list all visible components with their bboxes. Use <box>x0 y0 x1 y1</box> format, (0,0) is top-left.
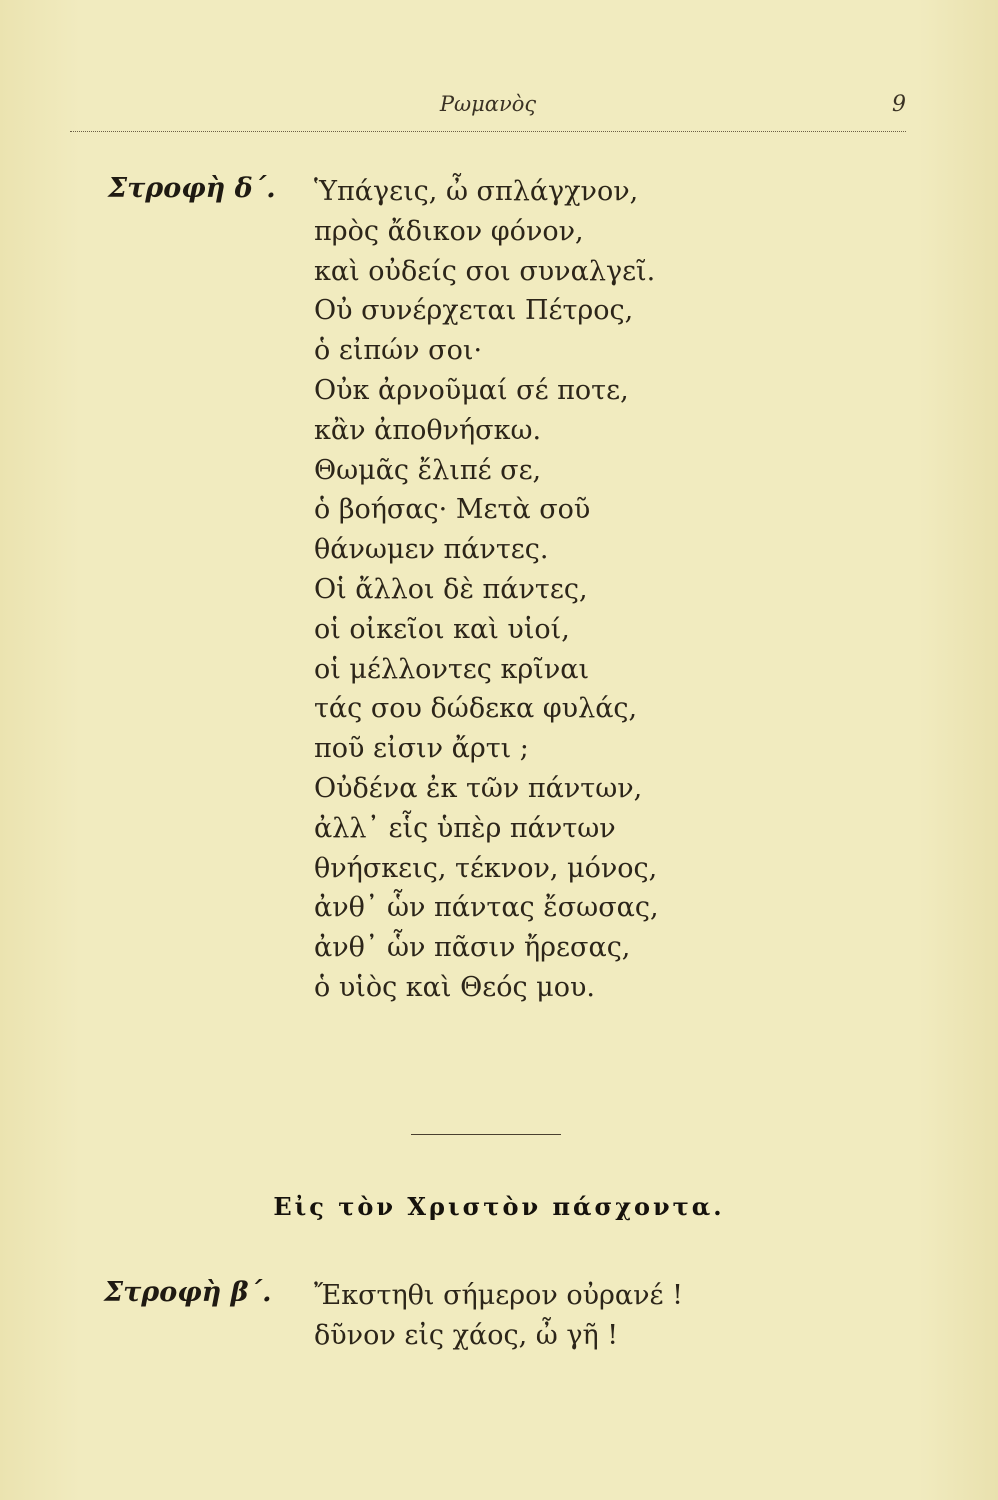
verse-line: πρὸς ἄδικον φόνον, <box>314 215 584 247</box>
verse-line: Οὐ συνέρχεται Πέτρος, <box>314 295 634 327</box>
section-title: Εἰς τὸν Χριστὸν πάσχοντα. <box>273 1192 725 1221</box>
page-number: 9 <box>892 92 906 117</box>
verse-line: οἱ μέλλοντες κρῖναι <box>314 653 590 685</box>
verse-line: ὁ εἰπών σοι· <box>314 335 483 367</box>
verse-line: κἂν ἀποθνήσκω. <box>314 414 542 446</box>
verse-line: ἀνθ᾿ ὧν πάντας ἔσωσας, <box>314 892 659 924</box>
verse-line: ὁ βοήσας· Μετὰ σοῦ <box>314 494 591 526</box>
stanza-delta-verse <box>314 172 659 1008</box>
verse-line: καὶ οὐδείς σοι συναλγεῖ. <box>314 255 656 287</box>
verse-line: θνήσκεις, τέκνον, μόνος, <box>314 852 658 884</box>
page-header <box>70 88 906 128</box>
stanza-label-beta: Στροφὴ β΄. <box>104 1277 272 1308</box>
running-head: Ρωμανὸς <box>439 92 537 116</box>
verse-line: Οἱ ἄλλοι δὲ πάντες, <box>314 573 588 605</box>
section-divider <box>411 1134 561 1135</box>
verse-line: ὁ υἱὸς καὶ Θεός μου. <box>314 971 595 1003</box>
verse-line: δῦνον εἰς χάος, ὦ γῆ ! <box>314 1319 619 1351</box>
verse-line: θάνωμεν πάντες. <box>314 534 549 566</box>
stanza-label-delta: Στροφὴ δ΄. <box>108 173 276 204</box>
verse-line: οἱ οἰκεῖοι καὶ υἱοί, <box>314 613 570 645</box>
verse-line: Οὐδένα ἐκ τῶν πάντων, <box>314 772 643 804</box>
verse-line: Ἔκστηθι σήμερον οὐρανέ ! <box>314 1280 683 1311</box>
verse-line: ποῦ εἰσιν ἄρτι ; <box>314 733 529 765</box>
verse-line: Θωμᾶς ἔλιπέ σε, <box>314 454 542 486</box>
verse-line: Ὑπάγεις, ὦ σπλάγχνον, <box>314 176 639 207</box>
verse-line: ἀνθ᾿ ὧν πᾶσιν ἤρεσας, <box>314 932 631 964</box>
stanza-beta-verse <box>314 1276 683 1356</box>
verse-line: ἀλλ᾿ εἷς ὑπὲρ πάντων <box>314 812 616 844</box>
verse-line: τάς σου δώδεκα φυλάς, <box>314 693 638 725</box>
header-rule <box>70 131 906 132</box>
verse-line: Οὐκ ἀρνοῦμαί σέ ποτε, <box>314 374 629 406</box>
